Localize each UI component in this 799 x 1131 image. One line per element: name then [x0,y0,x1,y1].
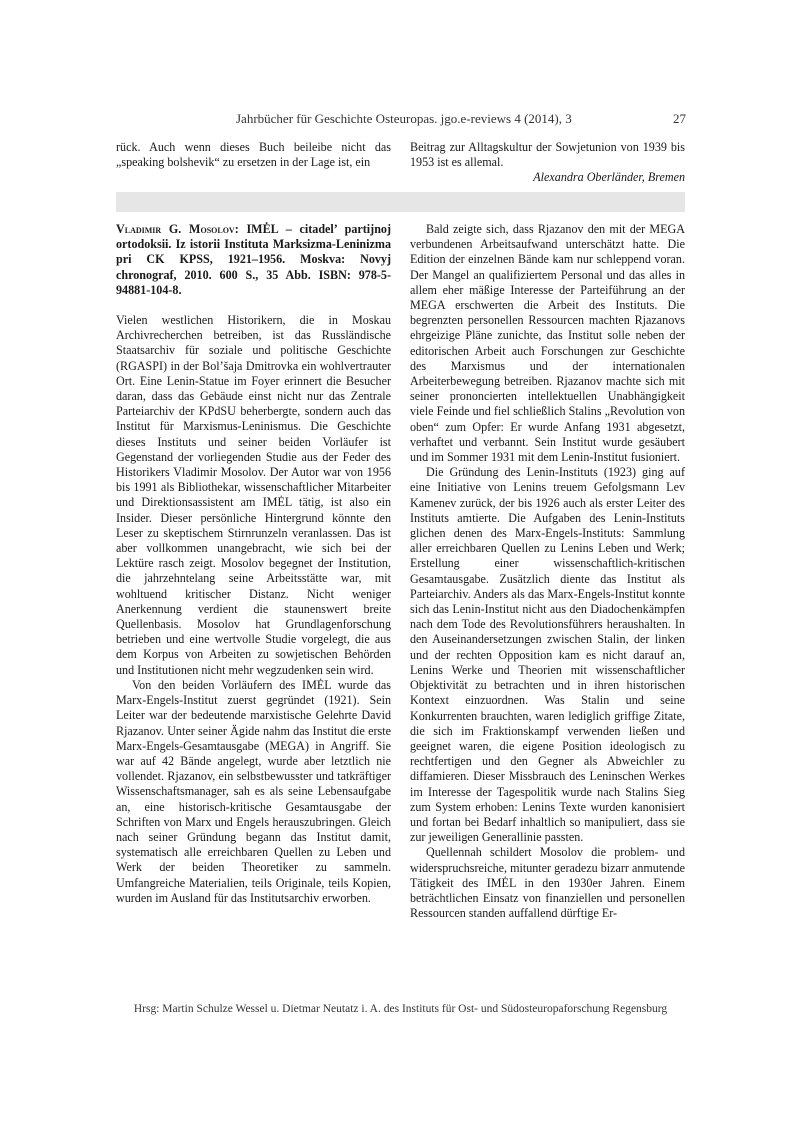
continuation-text: rück. Auch wenn dieses Buch beileibe nicht das „speaking bolshevik“ zu ersetzen in der Lage ist, ein [116,140,391,170]
page-number: 27 [673,111,686,126]
review-paragraph: Quellennah schildert Mosolov die problem- und widerspruchsreiche, mitunter geradezu bizarr anmutende Tätigkeit des IMĖL in den 1930er Jahren. Einem beträchtlichen Einsatz von finanziellen und personellen Ressourcen standen auffallend dürftige Er- [410,845,686,921]
book-title: : IMĖL – citadel’ partijnoj ortodoksii. Iz istorii Instituta Marksizma-Leninizma pri CK KPSS, 1921–1956. Moskva: Novyj chronograf, 2010. 600 S., 35 Abb. ISBN: 978-5-94881-104-8. [116,222,391,297]
continuation-text: Beitrag zur Alltagskultur der Sowjetunion von 1939 bis 1953 ist es allemal. [410,140,685,170]
publisher-footer: Hrsg: Martin Schulze Wessel u. Dietmar Neutatz i. A. des Instituts für Ost- und Südosteuropaforschung Regensburg [133,1003,668,1015]
review-paragraph: Bald zeigte sich, dass Rjazanov den mit der MEGA verbundenen Arbeitsaufwand unterschätzt hatte. Die Edition der einzelnen Bände kam nur schleppend voran. Der Mangel an qualifiziertem Personal und das alles in allem eher mäßige Interesse der Parteiführung an der MEGA erschwerten die Arbeit des Instituts. Die begrenzten personellen Ressourcen machten Rjazanovs ehrgeizige Pläne zunichte, das Institut solle neben der editorischen Arbeit auch Forschungen zur Geschichte des Marxismus und der internationalen Arbeiterbewegung betreiben. Rjazanov machte sich mit seiner prononcierten intellektuellen Unabhängigkeit viele Feinde und fiel schließlich Stalins „Revolution von oben“ zum Opfer: Er wurde Anfang 1931 abgesetzt, verhaftet und verbannt. Sein Institut wurde gesäubert und im Sommer 1931 mit dem Lenin-Institut fusioniert. [410,222,685,465]
book-author: Vladimir G. Mosolov [116,222,235,236]
journal-title: Jahrbücher für Geschichte Osteuropas. jgo.e-reviews 4 (2014), 3 [236,111,572,126]
review-paragraph: Die Gründung des Lenin-Instituts (1923) ging auf eine Initiative von Lenins treuem Gefolgsmann Lev Kamenev zurück, der bis 1926 auch als erster Leiter des Instituts amtierte. Die Aufgaben des Lenin-Instituts glichen denen des Marx-Engels-Instituts: Sammlung aller erreichbaren Quellen zu Lenins Leben und Werk; Erstellung einer wissenschaftlich-kritischen Gesamtausgabe. Zusätzlich diente das Institut als Parteiarchiv. Anders als das Marx-Engels-Institut konnte sich das Lenin-Institut nicht aus den Diadochenkämpfen nach dem Tode des Revolutionsführers heraushalten. In den Auseinandersetzungen zwischen Stalin, der linken und der rechten Opposition kam es nicht darauf an, Lenins Werke und Theorien mit wissenschaftlicher Objektivität zu betrachten und in ihren historischen Kontext einzuordnen. Was Stalin und seine Konkurrenten brauchten, waren lediglich griffige Zitate, die sich im Fraktionskampf verwenden ließen und geeignet waren, die eigene Position ideologisch zu rechtfertigen und den Gegner als Abweichler zu diffamieren. Dieser Missbrauch des Leninschen Werkes im Interesse der Tagespolitik wurde nach Stalins Sieg zum System erhoben: Lenins Texte wurden kanonisiert und fortan bei Bedarf inhaltlich so manipuliert, dass sie zur jeweiligen Generallinie passten. [410,465,685,845]
review-left-column [116,222,391,906]
section-divider [116,192,685,212]
previous-review-continuation-right [410,140,685,186]
review-paragraph: Vielen westlichen Historikern, die in Moskau Archivrecherchen betreiben, ist das Russländische Staatsarchiv für soziale und politische Geschichte (RGASPI) in der Bol’šaja Dmitrovka ein wohlvertrauter Ort. Eine Lenin-Statue im Foyer erinnert die Besucher daran, dass das Gebäude einst nicht nur das Zentrale Parteiarchiv der KPdSU beherbergte, sondern auch das Institut für Marxismus-Leninismus. Die Geschichte dieses Instituts und seiner beiden Vorläufer ist Gegenstand der vorliegenden Studie aus der Feder des Historikers Vladimir Mosolov. Der Autor war von 1956 bis 1991 als Bibliothekar, wissenschaftlicher Mitarbeiter und Direktionsassistent am IMĖL tätig, ist also ein Insider. Dieser persönliche Hintergrund könnte den Leser zu skeptischem Stirnrunzeln veranlassen. Das ist aber vollkommen unangebracht, wie sich bei der Lektüre rasch zeigt. Mosolov begegnet der Institution, die jahrzehntelang seine Arbeitsstätte war, mit wohltuend kritischer Distanz. Nicht weniger Anerkennung verdient die staunenswert breite Quellenbasis. Mosolov hat Grundlagenforschung betrieben und eine wertvolle Studie vorgelegt, die aus dem Korpus von Arbeiten zu sowjetischen Behörden und Institutionen nicht mehr wegzudenken sein wird. [116,313,391,677]
book-citation [116,222,391,298]
review-right-column [410,222,685,921]
review-paragraph: Von den beiden Vorläufern des IMĖL wurde das Marx-Engels-Institut zuerst gegründet (1921). Sein Leiter war der bedeutende marxistische Gelehrte David Rjazanov. Unter seiner Ägide nahm das Institut die erste Marx-Engels-Gesamtausgabe (MEGA) in Angriff. Sie war auf 42 Bände angelegt, wurde aber letztlich nie vollendet. Rjazanov, ein selbstbewusster und tatkräftiger Wissenschaftsmanager, sah es als seine Lebensaufgabe an, eine historisch-kritische Gesamtausgabe der Schriften von Marx und Engels herauszubringen. Gleich nach seiner Gründung begann das Institut damit, systematisch alle erreichbaren Quellen zu Leben und Werk der beiden Theoretiker zu sammeln. Umfangreiche Materialien, teils Originale, teils Kopien, wurden im Ausland für das Institutsarchiv erworben. [116,677,391,905]
running-header [236,111,686,129]
reviewer-signature: Alexandra Oberländer, Bremen [533,170,685,185]
previous-review-continuation-left [116,140,391,170]
